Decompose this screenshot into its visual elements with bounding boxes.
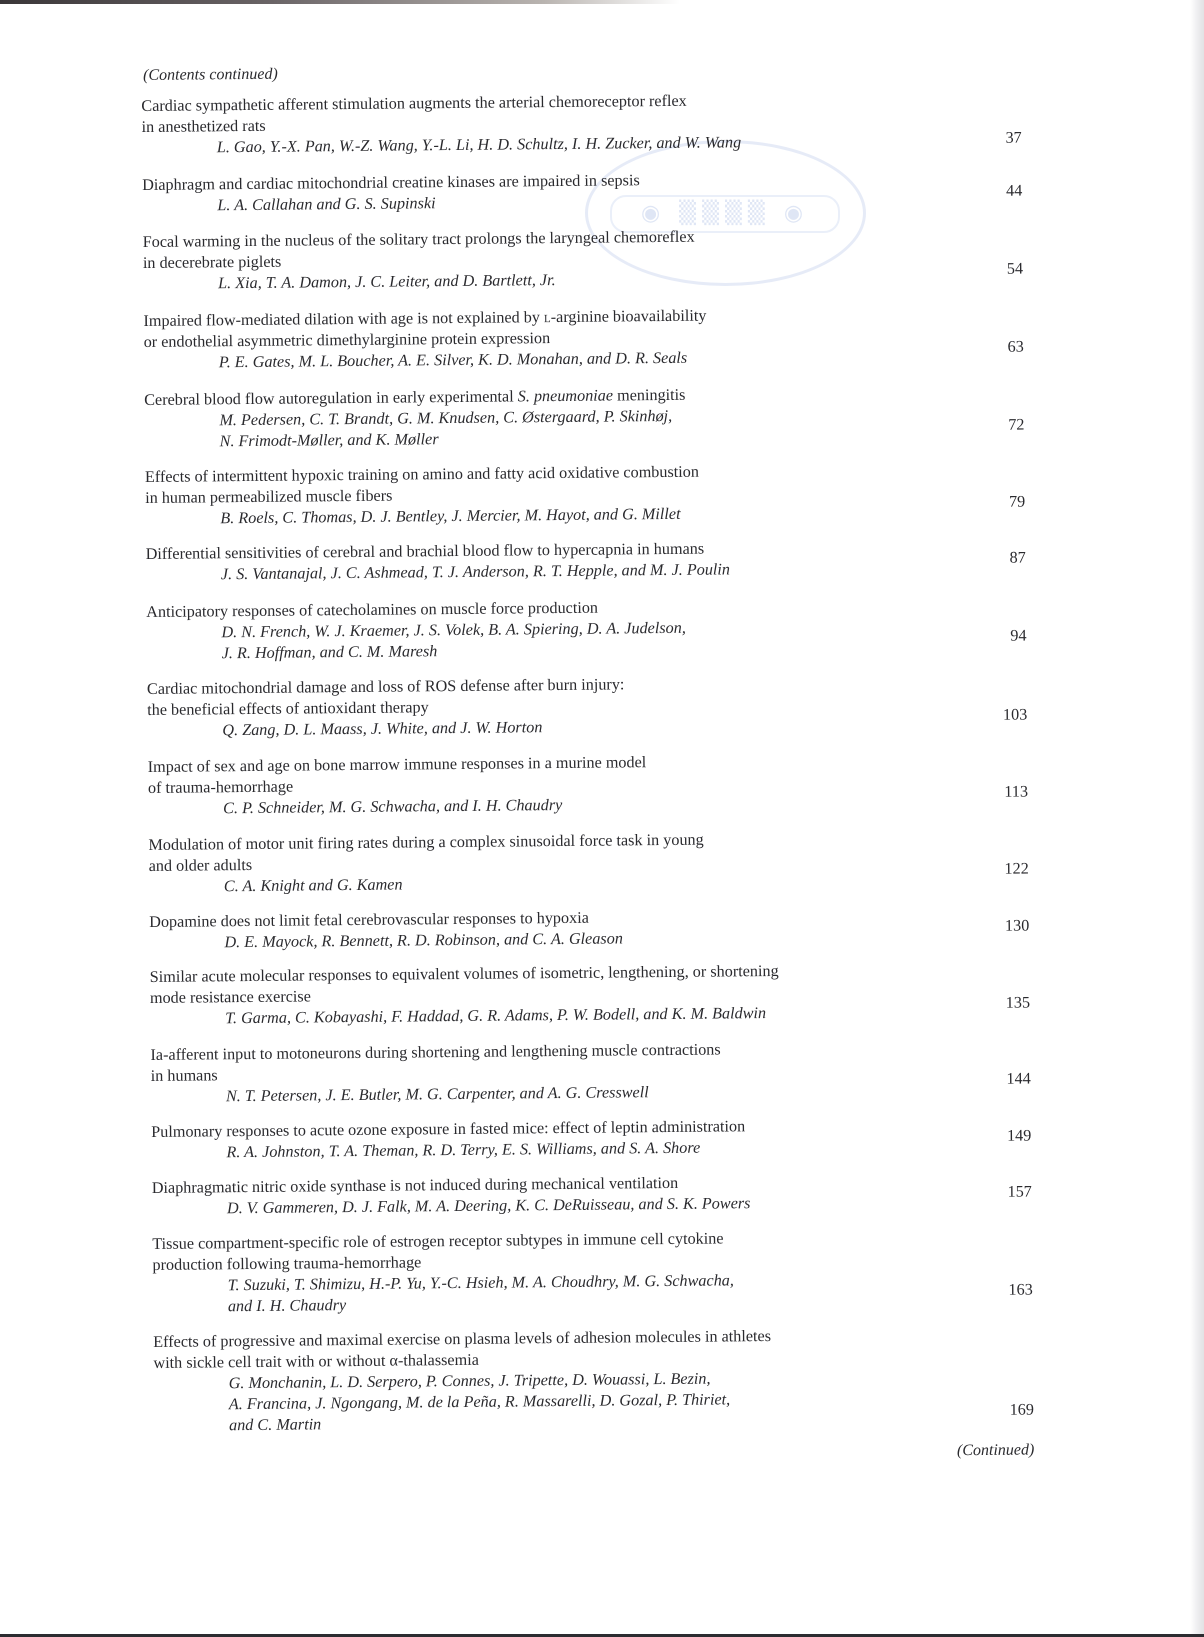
- toc-entry[interactable]: [146, 594, 1027, 665]
- entry-authors-line: J. R. Hoffman, and C. M. Maresh: [221, 642, 438, 663]
- entry-page-number: 130: [1004, 916, 1030, 935]
- entry-authors-line: T. Garma, C. Kobayashi, F. Haddad, G. R. Adams, P. W. Bodell, and K. M. Baldwin: [225, 1004, 767, 1028]
- entry-authors-line: L. A. Callahan and G. S. Supinski: [217, 194, 436, 215]
- entry-authors-line: A. Francina, J. Ngongang, M. de la Peña, R. Massarelli, D. Gozal, P. Thiriet,: [228, 1390, 731, 1414]
- entry-title-smallcaps: l: [543, 308, 551, 327]
- entry-title-line: Modulation of motor unit firing rates during a complex sinusoidal force task in young: [148, 830, 704, 854]
- toc-entry[interactable]: [150, 959, 1031, 1030]
- toc-entry[interactable]: [147, 671, 1028, 742]
- entry-title-line: production following trauma-hemorrhage: [152, 1253, 422, 1274]
- entry-title-line: Focal warming in the nucleus of the solitary tract prolongs the laryngeal chemoreflex: [142, 227, 695, 251]
- entry-page-number: 144: [1006, 1069, 1031, 1088]
- entry-title-line: Similar acute molecular responses to equivalent volumes of isometric, lengthening, or shortening: [149, 961, 779, 986]
- entry-title-line: Cardiac sympathetic afferent stimulation augments the arterial chemoreceptor reflex: [141, 91, 687, 115]
- entry-authors-line: L. Gao, Y.-X. Pan, W.-Z. Wang, Y.-L. Li, H. D. Schultz, I. H. Zucker, and W. Wang: [216, 133, 742, 157]
- entry-authors-line: N. T. Petersen, J. E. Butler, M. G. Carpenter, and A. G. Cresswell: [225, 1083, 649, 1106]
- entry-title-line: Diaphragmatic nitric oxide synthase is not induced during mechanical ventilation: [151, 1173, 679, 1197]
- toc-entry[interactable]: [148, 749, 1029, 820]
- entry-page-number: 72: [1008, 415, 1025, 434]
- contents-page: [141, 58, 1035, 1460]
- entry-title-italic: S. pneumoniae: [517, 386, 614, 406]
- entry-title-line: in anesthetized rats: [141, 116, 266, 136]
- entry-title-line: Differential sensitivities of cerebral and brachial blood flow to hypercapnia in humans: [145, 539, 705, 563]
- entry-page-number: 63: [1007, 337, 1024, 356]
- entry-title-part: meningitis: [612, 385, 686, 405]
- entry-title-line: Effects of progressive and maximal exercise on plasma levels of adhesion molecules in athletes: [153, 1327, 772, 1351]
- entry-page-number: 135: [1005, 993, 1031, 1012]
- entry-authors-line: and I. H. Chaudry: [227, 1296, 347, 1316]
- entry-authors-line: T. Suzuki, T. Shimizu, H.-P. Yu, Y.-C. Hsieh, M. A. Choudhry, M. G. Schwacha,: [227, 1271, 734, 1295]
- entry-authors-line: D. E. Mayock, R. Bennett, R. D. Robinson, and C. A. Gleason: [224, 929, 623, 952]
- toc-entry[interactable]: [148, 827, 1029, 898]
- entry-title-line: in human permeabilized muscle fibers: [145, 486, 393, 507]
- entry-authors-line: J. S. Vantanajal, J. C. Ashmead, T. J. Anderson, R. T. Hepple, and M. J. Poulin: [220, 560, 731, 584]
- entry-title-line: Dopamine does not limit fetal cerebrovascular responses to hypoxia: [149, 908, 589, 931]
- entry-authors-line: B. Roels, C. Thomas, D. J. Bentley, J. Mercier, M. Hayot, and G. Millet: [220, 504, 681, 528]
- entry-title-line: Impact of sex and age on bone marrow immune responses in a murine model: [147, 753, 647, 776]
- entry-title-line: Cardiac mitochondrial damage and loss of ROS defense after burn injury:: [146, 675, 625, 698]
- toc-entry[interactable]: [146, 536, 1026, 586]
- toc-entry[interactable]: [152, 1170, 1032, 1220]
- entry-page-number: 103: [1002, 705, 1028, 724]
- entry-page-number: 37: [1005, 128, 1022, 147]
- entry-page-number: 87: [1009, 548, 1026, 567]
- entry-authors-line: L. Xia, T. A. Damon, J. C. Leiter, and D. Bartlett, Jr.: [218, 271, 556, 293]
- entry-page-number: 94: [1010, 626, 1027, 645]
- entry-authors-line: P. E. Gates, M. L. Boucher, A. E. Silver, K. D. Monahan, and D. R. Seals: [218, 348, 688, 372]
- entry-title-part: Impaired flow-mediated dilation with age is not explained by: [143, 308, 545, 330]
- entry-title-line: Pulmonary responses to acute ozone exposure in fasted mice: effect of leptin administration: [151, 1117, 746, 1141]
- entry-page-number: 54: [1006, 259, 1024, 278]
- toc-entry[interactable]: [143, 303, 1024, 374]
- entry-page-number: 44: [1005, 181, 1023, 200]
- entry-authors-line: Q. Zang, D. L. Maass, J. White, and J. W. Horton: [222, 718, 543, 740]
- entry-authors-line: R. A. Johnston, T. A. Theman, R. D. Terry, E. S. Williams, and S. A. Shore: [226, 1138, 701, 1162]
- toc-entry[interactable]: [150, 1037, 1031, 1108]
- entry-title-line: Anticipatory responses of catecholamines on muscle force production: [146, 598, 599, 621]
- entry-page-number: 113: [1004, 782, 1029, 801]
- library-stamp-inner: ◉ ▒▒▒▒ ◉: [610, 195, 840, 233]
- entry-title-line: Diaphragm and cardiac mitochondrial creatine kinases are impaired in sepsis: [142, 171, 640, 194]
- entry-title-line: Tissue compartment-specific role of estrogen receptor subtypes in immune cell cytokine: [152, 1229, 724, 1253]
- entry-title-line: the beneficial effects of antioxidant therapy: [147, 698, 429, 719]
- contents-continued-header: (Contents continued): [143, 65, 278, 84]
- toc-entry[interactable]: [145, 459, 1026, 530]
- toc-entry[interactable]: [153, 1323, 1034, 1436]
- scan-top-edge: [0, 0, 680, 4]
- toc-entry[interactable]: [149, 904, 1029, 954]
- entry-title-part: Cerebral blood flow autoregulation in early experimental: [144, 387, 518, 409]
- entry-authors-line: D. N. French, W. J. Kraemer, J. S. Volek, B. A. Spiering, D. A. Judelson,: [221, 618, 686, 642]
- entry-title-line: mode resistance exercise: [149, 987, 311, 1007]
- toc-entry[interactable]: [142, 167, 1022, 217]
- entry-title-line: in humans: [150, 1066, 218, 1085]
- entry-authors-line: N. Frimodt-Møller, and K. Møller: [219, 430, 439, 451]
- toc-entry[interactable]: [141, 88, 1022, 159]
- entry-page-number: 163: [1008, 1280, 1033, 1299]
- entry-authors-line: D. V. Gammeren, D. J. Falk, M. A. Deering, K. C. DeRuisseau, and S. K. Powers: [226, 1194, 751, 1218]
- entry-authors-line: G. Monchanin, L. D. Serpero, P. Connes, J. Tripette, D. Wouassi, L. Bezin,: [228, 1369, 711, 1393]
- entry-page-number: 149: [1006, 1126, 1032, 1145]
- entry-authors-line: and C. Martin: [228, 1415, 322, 1435]
- entry-title-part: -arginine bioavailability: [550, 306, 707, 327]
- entry-title-line: Ia-afferent input to motoneurons during shortening and lengthening muscle contractions: [150, 1040, 721, 1064]
- entry-title-line: with sickle cell trait with or without α-thalassemia: [153, 1350, 479, 1372]
- entry-page-number: 157: [1007, 1182, 1032, 1201]
- entry-authors-line: C. P. Schneider, M. G. Schwacha, and I. H. Chaudry: [223, 795, 563, 818]
- entry-title-line: in decerebrate piglets: [142, 252, 282, 272]
- entry-title-line: Effects of intermittent hypoxic training on amino and fatty acid oxidative combustion: [144, 462, 700, 486]
- entry-title-line: of trauma-hemorrhage: [147, 777, 294, 797]
- entry-title-line: or endothelial asymmetric dimethylarginine protein expression: [143, 329, 551, 351]
- scan-right-edge: [1190, 0, 1204, 1637]
- entry-page-number: 169: [1009, 1400, 1035, 1419]
- entry-title-line: and older adults: [148, 855, 253, 875]
- entry-page-number: 79: [1008, 492, 1026, 511]
- entry-page-number: 122: [1004, 859, 1029, 878]
- toc-entry[interactable]: [152, 1225, 1033, 1317]
- toc-entry[interactable]: [143, 224, 1024, 295]
- entry-authors-line: C. A. Knight and G. Kamen: [223, 875, 403, 896]
- continued-footer: (Continued): [956, 1441, 1035, 1460]
- toc-entry[interactable]: [151, 1114, 1031, 1164]
- entry-authors-line: M. Pedersen, C. T. Brandt, G. M. Knudsen, C. Østergaard, P. Skinhøj,: [219, 406, 673, 430]
- toc-entry[interactable]: [144, 382, 1025, 453]
